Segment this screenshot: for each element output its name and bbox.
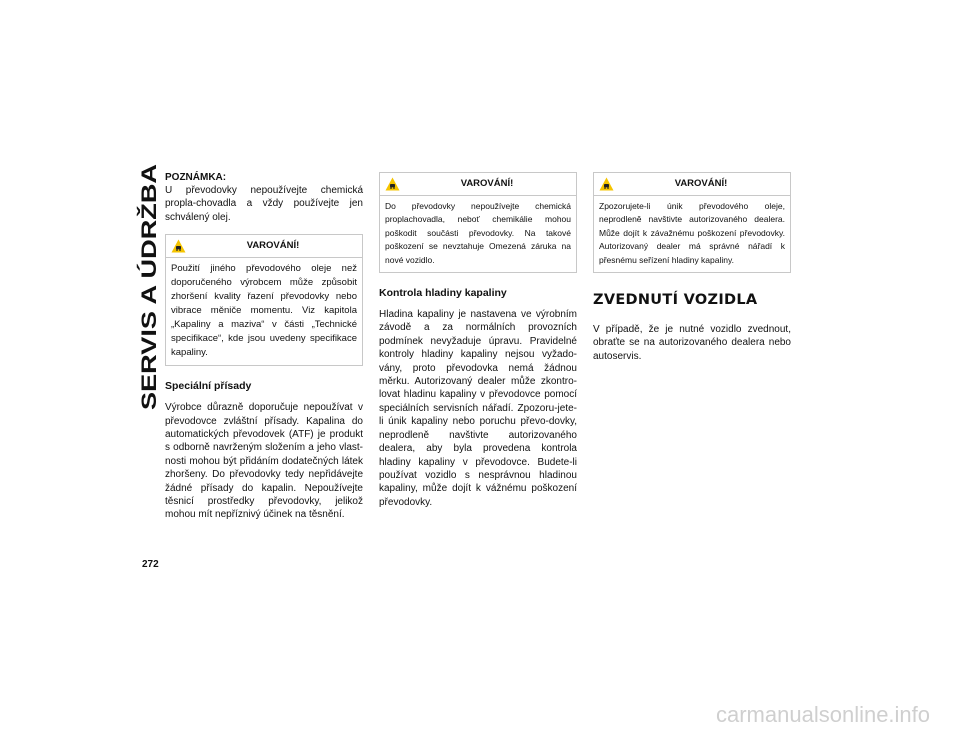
section-heading-fluid-level: Kontrola hladiny kapaliny (379, 287, 507, 300)
warning-title: VAROVÁNÍ! (246, 240, 300, 252)
section-text-lifting-vehicle: V případě, že je nutné vozidlo zvednout, obraťte se na autorizovaného dealera nebo autoservis. (593, 324, 791, 362)
warning-text: Zpozorujete-li únik převodového oleje, neprodleně navštivte autorizovaného dealera. Může dojít k závažnému poškození převodovky. Autorizovaný dealer má správné nářadí k přesnému seřízení hladiny kapaliny. (599, 201, 785, 265)
warning-title: VAROVÁNÍ! (460, 178, 514, 189)
warning-body (594, 196, 790, 272)
warning-body (166, 258, 362, 365)
warning-title: VAROVÁNÍ! (674, 178, 728, 189)
side-section-title-text: SERVIS A ÚDRŽBA (137, 214, 161, 410)
section-text-fluid-level: Hladina kapaliny je nastavena ve výrobním závodě a za normálních provozních podmínek nevyžaduje úpravu. Pravidelné kontroly hladiny kapaliny nejsou vyžado-vány, proto převodovka nemá žádnou měrku. Autorizovaný dealer může zkontro-lovat hladinu kapaliny v převodovce pomocí speciálních servisních nářadí. Zpozoru-jete-li únik kapaliny nebo poruchu převo-dovky, neprodleně navštivte autorizovaného dealera, aby byla provedena kontrola hladiny kapaliny v převodovce. Budete-li používat vozidlo s nesprávnou hladinou kapaliny, může dojít k vážnému poškození převodovky. (379, 309, 577, 508)
warning-text: Do převodovky nepoužívejte chemická proplachovadla, neboť chemikálie mohou poškodit součásti převodovky. Na takové poškození se nevztahuje Omezená záruka na nové vozidlo. (385, 201, 571, 265)
warning-body (380, 196, 576, 272)
warning-box (379, 172, 577, 273)
warning-box (593, 172, 791, 273)
warning-header (594, 173, 790, 196)
warning-triangle-car-icon (599, 177, 614, 191)
warning-header (380, 173, 576, 196)
column-3 (593, 172, 791, 363)
warning-triangle-car-icon (385, 177, 400, 191)
warning-triangle-car-icon (171, 239, 186, 253)
section-heading-special-additives: Speciální přísady (165, 380, 252, 393)
warning-header (166, 235, 362, 258)
note-text: U převodovky nepoužívejte chemická propla-chovadla a vždy používejte jen schválený olej. (165, 185, 363, 223)
watermark: carmanualsonline.info (716, 702, 931, 727)
section-heading-lifting-vehicle: ZVEDNUTÍ VOZIDLA (593, 292, 758, 309)
warning-box (165, 234, 363, 366)
page-number: 272 (142, 559, 159, 570)
note-heading: POZNÁMKA: (165, 172, 227, 183)
section-text-special-additives: Výrobce důrazně doporučuje nepoužívat v převodovce zvláštní přísady. Kapalina do automatických převodovek (ATF) je produkt s odborně navrženým složením a jeho vlast-nosti mohou být přidáním dodatečných látek zhoršeny. Do převodovky tedy nepřidávejte žádné přísady do kapalin. Nepoužívejte těsnicí prostředky převodovky, jelikož mohou mít nepříznivý účinek na těsnění. (165, 402, 363, 521)
column-1 (165, 172, 363, 522)
side-section-title (134, 160, 162, 410)
warning-text: Použití jiného převodového oleje než doporučeného výrobcem může způsobit zhoršení kvality řazení převodovky nebo vibrace měniče momentu. Viz kapitola „Kapaliny a maziva“ v části „Technické specifikace“, kde jsou uvedeny specifikace kapaliny. (171, 263, 357, 359)
column-2 (379, 172, 577, 509)
